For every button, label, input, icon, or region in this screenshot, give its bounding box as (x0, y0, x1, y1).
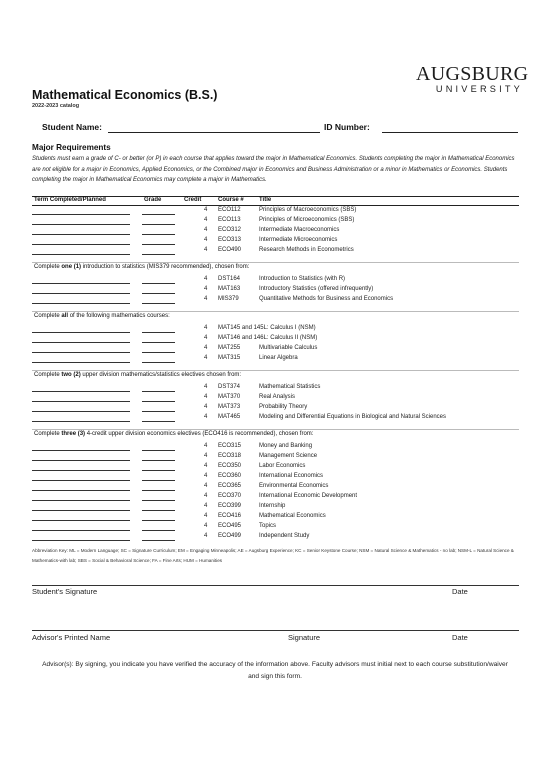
course-number: ECO490 (218, 247, 242, 253)
advisor-signature-line[interactable] (32, 630, 519, 631)
course-credit: 4 (204, 286, 208, 292)
group-heading-suffix: of the following mathematics courses: (68, 313, 170, 319)
group-heading-count: three (3) (61, 431, 86, 437)
section-heading: Major Requirements (32, 143, 111, 152)
course-row (32, 334, 519, 344)
course-title: Management Science (259, 453, 318, 459)
requirement-group-heading (34, 372, 241, 378)
grade-field[interactable] (142, 224, 175, 225)
course-number: ECO370 (218, 493, 242, 499)
page-title: Mathematical Economics (B.S.) (32, 88, 218, 102)
grade-field[interactable] (142, 470, 175, 471)
course-credit: 4 (204, 394, 208, 400)
grade-field[interactable] (142, 460, 175, 461)
term-field[interactable] (32, 401, 130, 402)
course-credit: 4 (204, 345, 208, 351)
course-row (32, 246, 519, 256)
course-number: MAT465 (218, 414, 241, 420)
course-row (32, 354, 519, 364)
id-number-field[interactable] (382, 132, 518, 133)
course-number: ECO315 (218, 443, 242, 449)
term-field[interactable] (32, 460, 130, 461)
course-number: MAT370 (218, 394, 241, 400)
grade-field[interactable] (142, 283, 175, 284)
term-field[interactable] (32, 500, 130, 501)
term-field[interactable] (32, 490, 130, 491)
course-title: Principles of Microeconomics (SBS) (259, 217, 355, 223)
catalog-year: 2022-2023 catalog (32, 103, 80, 109)
course-credit: 4 (204, 463, 208, 469)
course-number: ECO318 (218, 453, 242, 459)
advisor-signature-label: Signature (288, 633, 321, 642)
course-row (32, 295, 519, 305)
course-title: Probability Theory (259, 404, 308, 410)
term-field[interactable] (32, 303, 130, 304)
group-heading-prefix: Complete (34, 372, 62, 378)
course-number: ECO365 (218, 483, 242, 489)
term-field[interactable] (32, 214, 130, 215)
term-field[interactable] (32, 352, 130, 353)
course-credit: 4 (204, 493, 208, 499)
course-number: MAT315 (218, 355, 241, 361)
grade-field[interactable] (142, 391, 175, 392)
requirement-group-heading (34, 431, 313, 437)
course-number: ECO112 (218, 207, 241, 213)
grade-field[interactable] (142, 254, 175, 255)
grade-field[interactable] (142, 303, 175, 304)
grade-field[interactable] (142, 352, 175, 353)
course-title: International Economics (259, 473, 324, 479)
header-credit: Credit (184, 197, 202, 203)
course-credit: 4 (204, 276, 208, 282)
course-number: MAT146 and 146L: Calculus II (NSM) (218, 335, 318, 341)
id-number-label: ID Number: (324, 122, 370, 132)
course-number: MAT163 (218, 286, 241, 292)
course-row (32, 482, 519, 492)
term-field[interactable] (32, 224, 130, 225)
course-row (32, 393, 519, 403)
course-row (32, 285, 519, 295)
grade-field[interactable] (142, 401, 175, 402)
course-number: ECO495 (218, 523, 242, 529)
advisor-footnote: Advisor(s): By signing, you indicate you have verified the accuracy of the information above. Faculty advisors must initial next to each course substitution/waiver and sign this form. (42, 661, 508, 680)
group-heading-count: all (61, 313, 69, 319)
grade-field[interactable] (142, 362, 175, 363)
grade-field[interactable] (142, 293, 175, 294)
course-credit: 4 (204, 523, 208, 529)
header-title: Title (259, 197, 272, 203)
course-credit: 4 (204, 217, 208, 223)
group-heading-count: one (1) (61, 264, 82, 270)
course-credit: 4 (204, 207, 208, 213)
course-number: DST164 (218, 276, 241, 282)
date-label: Date (452, 587, 468, 596)
group-heading-count: two (2) (61, 372, 81, 378)
term-field[interactable] (32, 450, 130, 451)
course-credit: 4 (204, 296, 208, 302)
course-row (32, 532, 519, 542)
course-row (32, 522, 519, 532)
term-field[interactable] (32, 411, 130, 412)
course-credit: 4 (204, 404, 208, 410)
course-title: Intermediate Microeconomics (259, 237, 338, 243)
grade-field[interactable] (142, 510, 175, 511)
course-credit: 4 (204, 483, 208, 489)
term-field[interactable] (32, 234, 130, 235)
term-field[interactable] (32, 510, 130, 511)
course-row (32, 413, 519, 423)
student-name-label: Student Name: (42, 122, 102, 132)
group-separator (32, 311, 519, 312)
grade-field[interactable] (142, 540, 175, 541)
course-row (32, 216, 519, 226)
course-title: Modeling and Differential Equations in Biological and Natural Sciences (259, 414, 447, 420)
grade-field[interactable] (142, 332, 175, 333)
course-row (32, 206, 519, 216)
group-heading-prefix: Complete (34, 264, 62, 270)
course-number: MAT255 (218, 345, 241, 351)
course-title: Money and Banking (259, 443, 313, 449)
header-term: Term Completed/Planned (34, 197, 106, 203)
course-title: Linear Algebra (259, 355, 298, 361)
grade-field[interactable] (142, 500, 175, 501)
term-field[interactable] (32, 470, 130, 471)
course-credit: 4 (204, 355, 208, 361)
course-credit: 4 (204, 325, 208, 331)
term-field[interactable] (32, 540, 130, 541)
course-number: MIS379 (218, 296, 239, 302)
group-heading-suffix: introduction to statistics (MIS379 recommended), chosen from: (81, 264, 250, 270)
advisor-name-label: Advisor's Printed Name (32, 633, 111, 642)
course-title: Independent Study (259, 533, 310, 539)
course-credit: 4 (204, 503, 208, 509)
course-title: Internship (259, 503, 286, 509)
course-number: ECO113 (218, 217, 241, 223)
course-number: ECO312 (218, 227, 242, 233)
student-signature-line[interactable] (32, 585, 519, 586)
course-number: DST374 (218, 384, 241, 390)
group-separator (32, 262, 519, 263)
student-name-field[interactable] (108, 132, 320, 133)
course-title: Environmental Economics (259, 483, 329, 489)
course-row (32, 344, 519, 354)
course-number: ECO399 (218, 503, 242, 509)
course-number: ECO499 (218, 533, 242, 539)
course-title: Principles of Macroeconomics (SBS) (259, 207, 357, 213)
grade-field[interactable] (142, 520, 175, 521)
course-credit: 4 (204, 227, 208, 233)
course-row (32, 275, 519, 285)
grade-field[interactable] (142, 450, 175, 451)
course-credit: 4 (204, 335, 208, 341)
course-credit: 4 (204, 533, 208, 539)
group-heading-suffix: upper division mathematics/statistics electives chosen from: (80, 372, 242, 378)
course-title: International Economic Development (259, 493, 358, 499)
grade-field[interactable] (142, 342, 175, 343)
course-number: MAT373 (218, 404, 241, 410)
course-title: Mathematical Economics (259, 513, 326, 519)
header-course: Course # (218, 197, 244, 203)
course-row (32, 492, 519, 502)
major-intro-text: Students must earn a grade of C- or better (or P) in each course that applies toward the major in Mathematical Economics. Students completing the major in Mathematical Economics are not eligible for a major in Economics, Applied Economics, or the Combined major in Economics and Business Administration or a minor in Mathematics or Economics. Students completing the major in Mathematical Economics may complete a major in Mathematics. (32, 156, 515, 183)
term-field[interactable] (32, 530, 130, 531)
grade-field[interactable] (142, 490, 175, 491)
course-row (32, 442, 519, 452)
grade-field[interactable] (142, 234, 175, 235)
course-number: ECO360 (218, 473, 242, 479)
student-info-row (42, 122, 522, 136)
header-grade: Grade (144, 197, 162, 203)
course-title: Labor Economics (259, 463, 306, 469)
grade-field[interactable] (142, 214, 175, 215)
course-row (32, 403, 519, 413)
requirement-group-heading (34, 313, 170, 319)
term-field[interactable] (32, 391, 130, 392)
logo-wordmark: AUGSBURG (416, 63, 529, 85)
course-title: Mathematical Statistics (259, 384, 321, 390)
course-credit: 4 (204, 414, 208, 420)
course-credit: 4 (204, 384, 208, 390)
course-row (32, 383, 519, 393)
course-row (32, 502, 519, 512)
course-number: ECO313 (218, 237, 242, 243)
grade-field[interactable] (142, 530, 175, 531)
abbreviation-key: Abbreviation Key: ML = Modern Language; SC = Signature Curriculum; EM = Engaging Minneapolis; AE = Augsburg Experience; KC = Senior Keystone Course; NSM = Natural Science & Mathematics - no lab; NSM-L = Natural Science & Mathematics-with lab; SBS = Social & Behavioral Science; FA = Fine Arts; HUM = Humanities (32, 548, 514, 563)
course-title: Introduction to Statistics (with R) (259, 276, 346, 282)
advisor-date-label: Date (452, 633, 468, 642)
course-title: Real Analysis (259, 394, 296, 400)
group-heading-prefix: Complete (34, 431, 62, 437)
course-number: ECO350 (218, 463, 242, 469)
term-field[interactable] (32, 520, 130, 521)
course-title: Topics (259, 523, 277, 529)
group-separator (32, 429, 519, 430)
course-row (32, 452, 519, 462)
course-number: ECO416 (218, 513, 242, 519)
course-title: Quantitative Methods for Business and Economics (259, 296, 394, 302)
logo-subtitle: UNIVERSITY (435, 84, 523, 94)
course-title: Multivariable Calculus (259, 345, 318, 351)
course-credit: 4 (204, 453, 208, 459)
term-field[interactable] (32, 244, 130, 245)
course-credit: 4 (204, 247, 208, 253)
course-row (32, 226, 519, 236)
course-row (32, 236, 519, 246)
course-title: Introductory Statistics (offered infrequently) (259, 286, 374, 292)
grade-field[interactable] (142, 480, 175, 481)
term-field[interactable] (32, 342, 130, 343)
grade-field[interactable] (142, 421, 175, 422)
student-signature-label: Student's Signature (32, 587, 98, 596)
course-credit: 4 (204, 443, 208, 449)
grade-field[interactable] (142, 244, 175, 245)
course-number: MAT145 and 145L: Calculus I (NSM) (218, 325, 316, 331)
course-title: Intermediate Macroeconomics (259, 227, 340, 233)
term-field[interactable] (32, 332, 130, 333)
course-title: Research Methods in Econometrics (259, 247, 354, 253)
course-credit: 4 (204, 473, 208, 479)
course-row (32, 472, 519, 482)
grade-field[interactable] (142, 411, 175, 412)
course-credit: 4 (204, 237, 208, 243)
term-field[interactable] (32, 283, 130, 284)
course-row (32, 512, 519, 522)
course-row (32, 324, 519, 334)
term-field[interactable] (32, 362, 130, 363)
course-credit: 4 (204, 513, 208, 519)
term-field[interactable] (32, 480, 130, 481)
group-heading-suffix: 4-credit upper division economics electives (ECO416 is recommended), chosen from: (85, 431, 314, 437)
course-row (32, 462, 519, 472)
term-field[interactable] (32, 293, 130, 294)
university-logo (416, 63, 529, 95)
table-header (32, 196, 519, 206)
requirement-group-heading (34, 264, 249, 270)
term-field[interactable] (32, 421, 130, 422)
term-field[interactable] (32, 254, 130, 255)
group-separator (32, 370, 519, 371)
group-heading-prefix: Complete (34, 313, 62, 319)
